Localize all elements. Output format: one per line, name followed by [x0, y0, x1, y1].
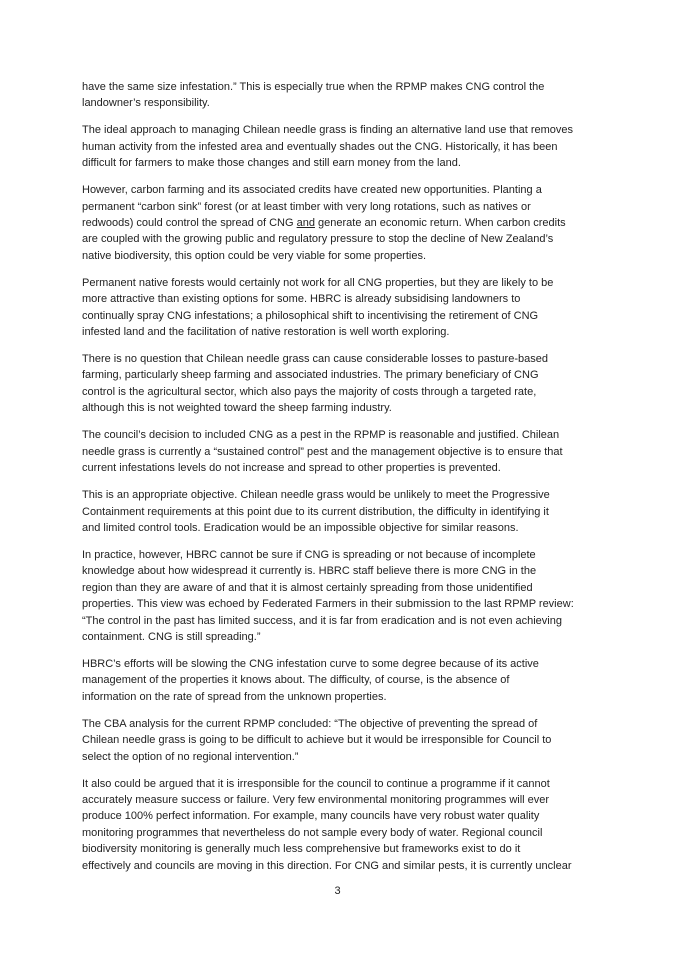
text-line: Chilean needle grass is going to be difficult to achieve but it would be irresponsible for Council to [82, 734, 552, 747]
text-line: difficult for farmers to make those changes and still earn money from the land. [82, 157, 461, 170]
paragraph [82, 776, 602, 874]
text-line: native biodiversity, this option could be very viable for some properties. [82, 249, 427, 262]
paragraph [82, 487, 602, 536]
underlined-word: and [296, 217, 315, 230]
text-line: farming, particularly sheep farming and associated industries. The primary beneficiary of CNG [82, 369, 539, 382]
text-line: The council’s decision to included CNG as a pest in the RPMP is reasonable and justified. Chilean [82, 429, 560, 442]
text-line: knowledge about how widespread it currently is. HBRC staff believe there is more CNG in the [82, 565, 537, 578]
paragraph [82, 427, 602, 476]
page-number: 3 [334, 885, 341, 897]
text-line: HBRC’s efforts will be slowing the CNG infestation curve to some degree because of its active [82, 657, 539, 670]
paragraph [82, 547, 602, 645]
text-line: human activity from the infested area and eventually shades out the CNG. Historically, it has been [82, 140, 558, 153]
text-line: region than they are aware of and that it is almost certainly spreading from those unidentified [82, 581, 533, 594]
text-line: Permanent native forests would certainly not work for all CNG properties, but they are likely to be [82, 276, 554, 289]
text-line: and limited control tools. Eradication would be an impossible objective for similar reasons. [82, 521, 519, 534]
text-line: accurately measure success or failure. Very few environmental monitoring programmes will ever [82, 793, 550, 806]
text-line: landowner’s responsibility. [82, 97, 210, 110]
text-line: The ideal approach to managing Chilean needle grass is finding an alternative land use that removes [82, 124, 574, 137]
text-line: infested land and the facilitation of native restoration is well worth exploring. [82, 326, 450, 339]
text-line: There is no question that Chilean needle grass can cause considerable losses to pasture-based [82, 353, 548, 366]
text-line: management of the properties it knows about. The difficulty, of course, is the absence of [82, 674, 510, 687]
text-line: This is an appropriate objective. Chilean needle grass would be unlikely to meet the Progressive [82, 489, 550, 502]
text-line: properties. This view was echoed by Federated Farmers in their submission to the last RPMP review: [82, 598, 574, 611]
text-line: In practice, however, HBRC cannot be sure if CNG is spreading or not because of incomplete [82, 548, 536, 561]
text-line: containment. CNG is still spreading.” [82, 630, 261, 643]
paragraph [82, 182, 602, 264]
text-line: effectively and councils are moving in this direction. For CNG and similar pests, it is currently unclear [82, 859, 572, 872]
paragraph [82, 656, 602, 705]
text-line: select the option of no regional intervention.” [82, 750, 299, 763]
text-line: biodiversity monitoring is generally much less comprehensive but frameworks exist to do it [82, 843, 521, 856]
text-line: redwoods) could control the spread of CNG and generate an economic return. When carbon credits [82, 217, 566, 230]
paragraph [82, 716, 602, 765]
text-line: “The control in the past has limited success, and it is far from eradication and is not even achieving [82, 614, 562, 627]
text-line: more attractive than existing options for some. HBRC is already subsidising landowners to [82, 293, 521, 306]
text-line: monitoring programmes that nevertheless do not sample every body of water. Regional council [82, 826, 543, 839]
paragraph [82, 351, 602, 417]
text-line: have the same size infestation.” This is especially true when the RPMP makes CNG control the [82, 81, 545, 93]
text-line: Containment requirements at this point due to its current distribution, the difficulty in identifying it [82, 505, 549, 518]
text-line: The CBA analysis for the current RPMP concluded: “The objective of preventing the spread of [82, 717, 538, 730]
text-line: It also could be argued that it is irresponsible for the council to continue a programme if it cannot [82, 777, 550, 790]
text-line: control is the agricultural sector, which also pays the majority of costs through a targeted rate, [82, 385, 537, 398]
body-text [82, 79, 602, 885]
text-line: needle grass is currently a “sustained control” pest and the management objective is to ensure that [82, 445, 563, 458]
text-line: permanent “carbon sink” forest (or at least timber with very long rotations, such as natives or [82, 200, 531, 213]
text-line: produce 100% perfect information. For example, many councils have very robust water quality [82, 810, 540, 823]
text-line: However, carbon farming and its associated credits have created new opportunities. Planting a [82, 184, 542, 197]
text-line: information on the rate of spread from the unknown properties. [82, 690, 387, 703]
text-line: continually spray CNG infestations; a philosophical shift to incentivising the retirement of CNG [82, 309, 539, 322]
text-line: although this is not weighted toward the sheep farming industry. [82, 402, 392, 415]
text-line: current infestations levels do not increase and spread to other properties is prevented. [82, 462, 501, 475]
paragraph [82, 122, 602, 171]
paragraph [82, 79, 602, 112]
paragraph [82, 275, 602, 341]
text-line: are coupled with the growing public and regulatory pressure to stop the decline of New Zealand’s [82, 233, 554, 246]
